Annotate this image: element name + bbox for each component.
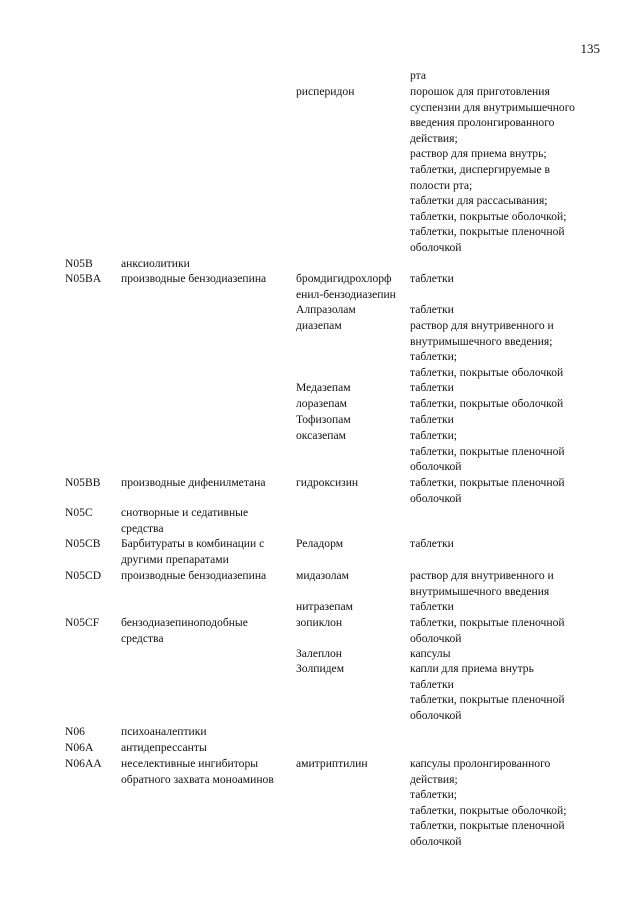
- dosage-form: [410, 302, 598, 318]
- dosage-form-line: действия;: [410, 131, 458, 145]
- dosage-form-line: таблетки, диспергируемые в: [410, 162, 551, 176]
- drug-name-line: зопиклон: [296, 616, 343, 629]
- drug-name-line: Реладорм: [296, 537, 344, 550]
- drug-name: [296, 271, 406, 302]
- dosage-form: [410, 68, 598, 84]
- dosage-form-line: таблетки;: [410, 788, 458, 802]
- dosage-form: [410, 84, 598, 256]
- drug-name: [296, 599, 406, 615]
- dosage-form-line: капсулы пролонгированного: [410, 757, 551, 770]
- drug-name-line: оксазепам: [296, 429, 346, 442]
- drug-name: [296, 475, 406, 491]
- dosage-form-line: таблетки: [410, 303, 454, 316]
- group-name-line: бензодиазепиноподобные: [121, 616, 248, 629]
- dosage-form-line: оболочкой: [410, 491, 462, 505]
- dosage-form-line: таблетки: [410, 381, 454, 394]
- dosage-form-line: действия;: [410, 772, 458, 786]
- dosage-form-line: таблетки;: [410, 429, 458, 442]
- group-name-line: производные бензодиазепина: [121, 569, 267, 582]
- dosage-form: [410, 599, 598, 615]
- dosage-form-line: раствор для внутривенного и: [410, 319, 554, 332]
- drug-name-line: лоразепам: [296, 397, 347, 410]
- drug-name-line: рисперидон: [296, 85, 355, 98]
- dosage-form-line: оболочкой: [410, 834, 462, 848]
- dosage-form: [410, 318, 598, 380]
- group-name-line: анксиолитики: [121, 257, 190, 270]
- dosage-form-line: таблетки, покрытые пленочной: [410, 616, 565, 629]
- dosage-form: [410, 475, 598, 506]
- drug-name-line: Алпразолам: [296, 303, 356, 316]
- page-number: 135: [580, 41, 600, 56]
- drug-name-line: диазепам: [296, 319, 342, 332]
- dosage-form-line: таблетки, покрытые пленочной: [410, 693, 565, 707]
- group-name-line: неселективные ингибиторы: [121, 757, 259, 770]
- drug-name-line: Золпидем: [296, 662, 345, 675]
- dosage-form-line: таблетки, покрытые пленочной: [410, 225, 565, 239]
- group-name: [121, 271, 287, 287]
- group-name-line: средства: [121, 521, 164, 535]
- drug-name-line: енил-бензодиазепин: [296, 287, 396, 301]
- dosage-form-line: капли для приема внутрь: [410, 662, 534, 675]
- drug-name: [296, 84, 406, 100]
- group-name-line: производные бензодиазепина: [121, 272, 267, 285]
- dosage-form-line: рта: [410, 69, 426, 82]
- atc-code: N05BA: [65, 272, 102, 285]
- dosage-form-line: таблетки: [410, 413, 454, 426]
- group-name-line: антидепрессанты: [121, 741, 207, 754]
- group-name-line: другими препаратами: [121, 552, 229, 566]
- group-name-line: психоаналептики: [121, 725, 207, 738]
- dosage-form-line: таблетки: [410, 677, 454, 691]
- group-name-line: обратного захвата моноаминов: [121, 772, 274, 786]
- dosage-form-line: таблетки, покрытые оболочкой: [410, 365, 564, 379]
- dosage-form-line: введения пролонгированного: [410, 116, 555, 130]
- group-name: [121, 568, 287, 584]
- dosage-form: [410, 661, 598, 723]
- dosage-form: [410, 646, 598, 662]
- drug-name-line: амитриптилин: [296, 757, 368, 770]
- drug-name: [296, 428, 406, 444]
- dosage-form: [410, 615, 598, 646]
- dosage-form-line: таблетки, покрытые оболочкой;: [410, 803, 567, 817]
- drug-name: [296, 646, 406, 662]
- group-name: [121, 740, 287, 756]
- group-name: [121, 536, 287, 567]
- drug-name-line: нитразепам: [296, 600, 353, 613]
- atc-code: N05B: [65, 257, 93, 270]
- drug-name-line: гидроксизин: [296, 476, 359, 489]
- atc-code: N05BB: [65, 476, 101, 489]
- atc-code: N05CB: [65, 537, 101, 550]
- drug-name: [296, 756, 406, 772]
- dosage-form-line: внутримышечного введения: [410, 584, 550, 598]
- drug-name: [296, 380, 406, 396]
- dosage-form-line: таблетки: [410, 272, 454, 285]
- drug-name: [296, 412, 406, 428]
- dosage-form-line: таблетки: [410, 537, 454, 550]
- dosage-form: [410, 568, 598, 599]
- dosage-form-line: таблетки, покрытые оболочкой;: [410, 209, 567, 223]
- dosage-form-line: порошок для приготовления: [410, 85, 550, 98]
- atc-code: N06AA: [65, 757, 102, 770]
- dosage-form-line: таблетки для рассасывания;: [410, 194, 548, 208]
- drug-name-line: Залеплон: [296, 647, 342, 660]
- drug-name-line: Медазепам: [296, 381, 351, 394]
- dosage-form-line: раствор для приема внутрь;: [410, 147, 547, 161]
- dosage-form: [410, 412, 598, 428]
- dosage-form: [410, 536, 598, 552]
- atc-code: N05CF: [65, 616, 100, 629]
- dosage-form: [410, 380, 598, 396]
- dosage-form-line: полости рта;: [410, 178, 473, 192]
- dosage-form-line: таблетки, покрытые пленочной: [410, 476, 565, 489]
- group-name: [121, 256, 287, 272]
- drug-name: [296, 318, 406, 334]
- dosage-form-line: оболочкой: [410, 460, 462, 474]
- dosage-form-line: оболочкой: [410, 708, 462, 722]
- dosage-form-line: таблетки;: [410, 350, 458, 364]
- dosage-form-line: капсулы: [410, 647, 451, 660]
- drug-name: [296, 615, 406, 631]
- dosage-form-line: таблетки, покрытые оболочкой: [410, 397, 564, 410]
- drug-name: [296, 568, 406, 584]
- dosage-form: [410, 756, 598, 850]
- drug-name-line: мидазолам: [296, 569, 350, 582]
- dosage-form-line: таблетки, покрытые пленочной: [410, 819, 565, 833]
- drug-name: [296, 302, 406, 318]
- group-name-line: средства: [121, 631, 164, 645]
- group-name-line: снотворные и седативные: [121, 506, 249, 519]
- group-name: [121, 724, 287, 740]
- group-name: [121, 505, 287, 536]
- atc-code: N05C: [65, 506, 93, 519]
- atc-code: N06: [65, 725, 85, 738]
- group-name: [121, 756, 287, 787]
- group-name: [121, 615, 287, 646]
- drug-name-line: бромдигидрохлорф: [296, 272, 392, 285]
- dosage-form-line: суспензии для внутримышечного: [410, 100, 575, 114]
- dosage-form: [410, 428, 598, 475]
- group-name-line: Барбитураты в комбинации с: [121, 537, 265, 550]
- drug-name: [296, 661, 406, 677]
- dosage-form: [410, 396, 598, 412]
- drug-name: [296, 396, 406, 412]
- atc-code: N06A: [65, 741, 94, 754]
- group-name-line: производные дифенилметана: [121, 476, 266, 489]
- dosage-form: [410, 271, 598, 287]
- group-name: [121, 475, 287, 491]
- atc-code: N05CD: [65, 569, 102, 582]
- dosage-form-line: раствор для внутривенного и: [410, 569, 554, 582]
- drug-name: [296, 536, 406, 552]
- dosage-form-line: оболочкой: [410, 240, 462, 254]
- dosage-form-line: внутримышечного введения;: [410, 334, 553, 348]
- dosage-form-line: таблетки: [410, 600, 454, 613]
- dosage-form-line: таблетки, покрытые пленочной: [410, 444, 565, 458]
- dosage-form-line: оболочкой: [410, 631, 462, 645]
- drug-name-line: Тофизопам: [296, 413, 351, 426]
